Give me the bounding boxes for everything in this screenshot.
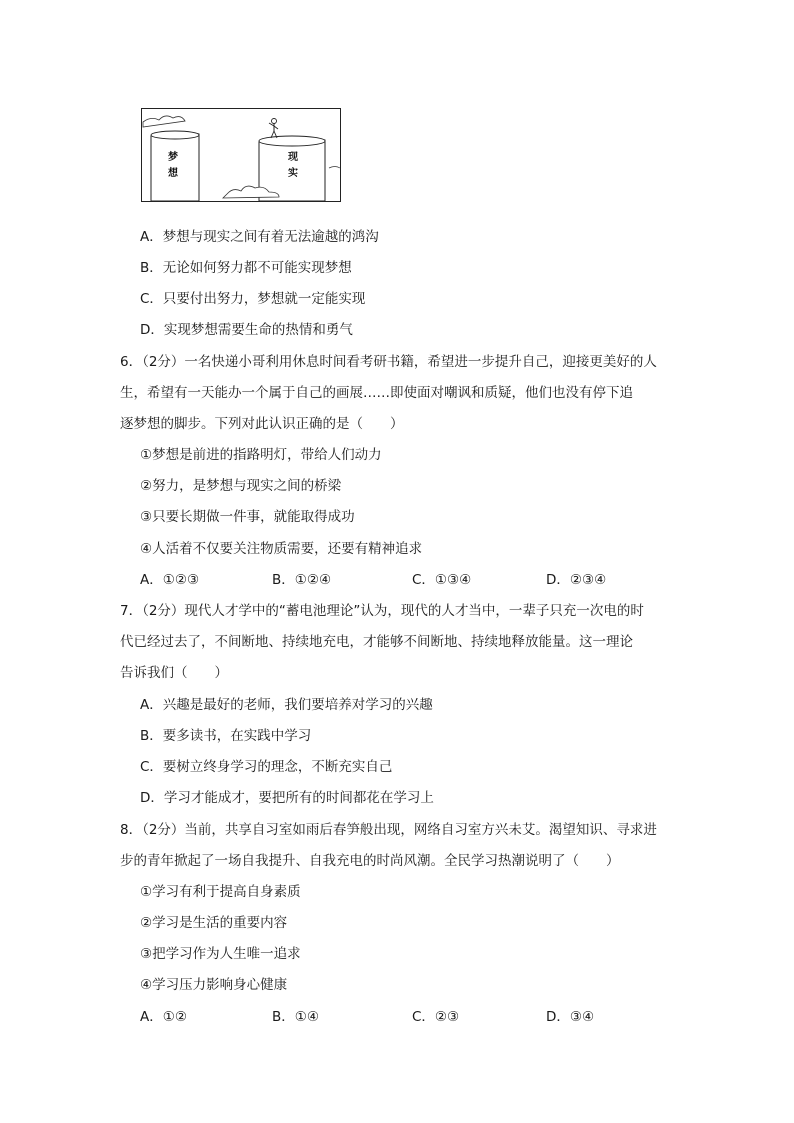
q6-stem-line: 6．（2分）一名快递小哥利用休息时间看考研书籍，希望进一步提升自己，迎接更美好的人 bbox=[120, 354, 657, 370]
q6-option-d: D．②③④ bbox=[546, 572, 607, 588]
q5-option-c: C．只要付出努力，梦想就一定能实现 bbox=[140, 291, 366, 307]
dream-label: 梦想 bbox=[168, 152, 178, 179]
q6-item-1: ①梦想是前进的指路明灯，带给人们动力 bbox=[140, 447, 382, 463]
q5-option-d: D．实现梦想需要生命的热情和勇气 bbox=[140, 322, 353, 338]
reality-label: 现实 bbox=[288, 152, 298, 179]
q6-item-4: ④人活着不仅要关注物质需要，还要有精神追求 bbox=[140, 541, 423, 557]
q8-item-4: ④学习压力影响身心健康 bbox=[140, 977, 288, 993]
q5-option-a: A．梦想与现实之间有着无法逾越的鸿沟 bbox=[140, 229, 379, 245]
q7-option-c: C．要树立终身学习的理念，不断充实自己 bbox=[140, 759, 393, 775]
q8-item-1: ①学习有利于提高自身素质 bbox=[140, 884, 301, 900]
q8-item-3: ③把学习作为人生唯一追求 bbox=[140, 946, 301, 962]
q8-item-2: ②学习是生活的重要内容 bbox=[140, 915, 288, 931]
dream-reality-cartoon bbox=[141, 108, 341, 202]
q8-option-b: B．①④ bbox=[272, 1009, 319, 1025]
q7-stem-line: 告诉我们（ ） bbox=[120, 665, 228, 681]
q6-option-b: B．①②④ bbox=[272, 572, 332, 588]
q7-option-b: B．要多读书，在实践中学习 bbox=[140, 728, 312, 744]
q8-stem-line: 步的青年掀起了一场自我提升、自我充电的时尚风潮。全民学习热潮说明了（ ） bbox=[120, 853, 620, 869]
q5-option-b: B．无论如何努力都不可能实现梦想 bbox=[140, 260, 352, 276]
q8-option-c: C．②③ bbox=[412, 1009, 460, 1025]
q7-option-d: D．学习才能成才，要把所有的时间都花在学习上 bbox=[140, 790, 434, 806]
q8-stem-line: 8．（2分）当前，共享自习室如雨后春笋般出现，网络自习室方兴未艾。渴望知识、寻求进 bbox=[120, 822, 657, 838]
q7-stem-line: 代已经过去了，不间断地、持续地充电，才能够不间断地、持续地释放能量。这一理论 bbox=[120, 634, 633, 650]
q7-stem-line: 7．（2分）现代人才学中的“蓄电池理论”认为，现代的人才当中，一辈子只充一次电的时 bbox=[120, 603, 644, 619]
q7-option-a: A．兴趣是最好的老师，我们要培养对学习的兴趣 bbox=[140, 697, 433, 713]
q6-option-a: A．①②③ bbox=[140, 572, 200, 588]
q6-item-3: ③只要长期做一件事，就能取得成功 bbox=[140, 509, 355, 525]
q8-option-d: D．③④ bbox=[546, 1009, 595, 1025]
q8-option-a: A．①② bbox=[140, 1009, 187, 1025]
q6-item-2: ②努力，是梦想与现实之间的桥梁 bbox=[140, 478, 342, 494]
q6-stem-line: 逐梦想的脚步。下列对此认识正确的是（ ） bbox=[120, 416, 404, 432]
q6-stem-line: 生，希望有一天能办一个属于自己的画展……即使面对嘲讽和质疑，他们也没有停下追 bbox=[120, 385, 633, 401]
q6-option-c: C．①③④ bbox=[412, 572, 472, 588]
